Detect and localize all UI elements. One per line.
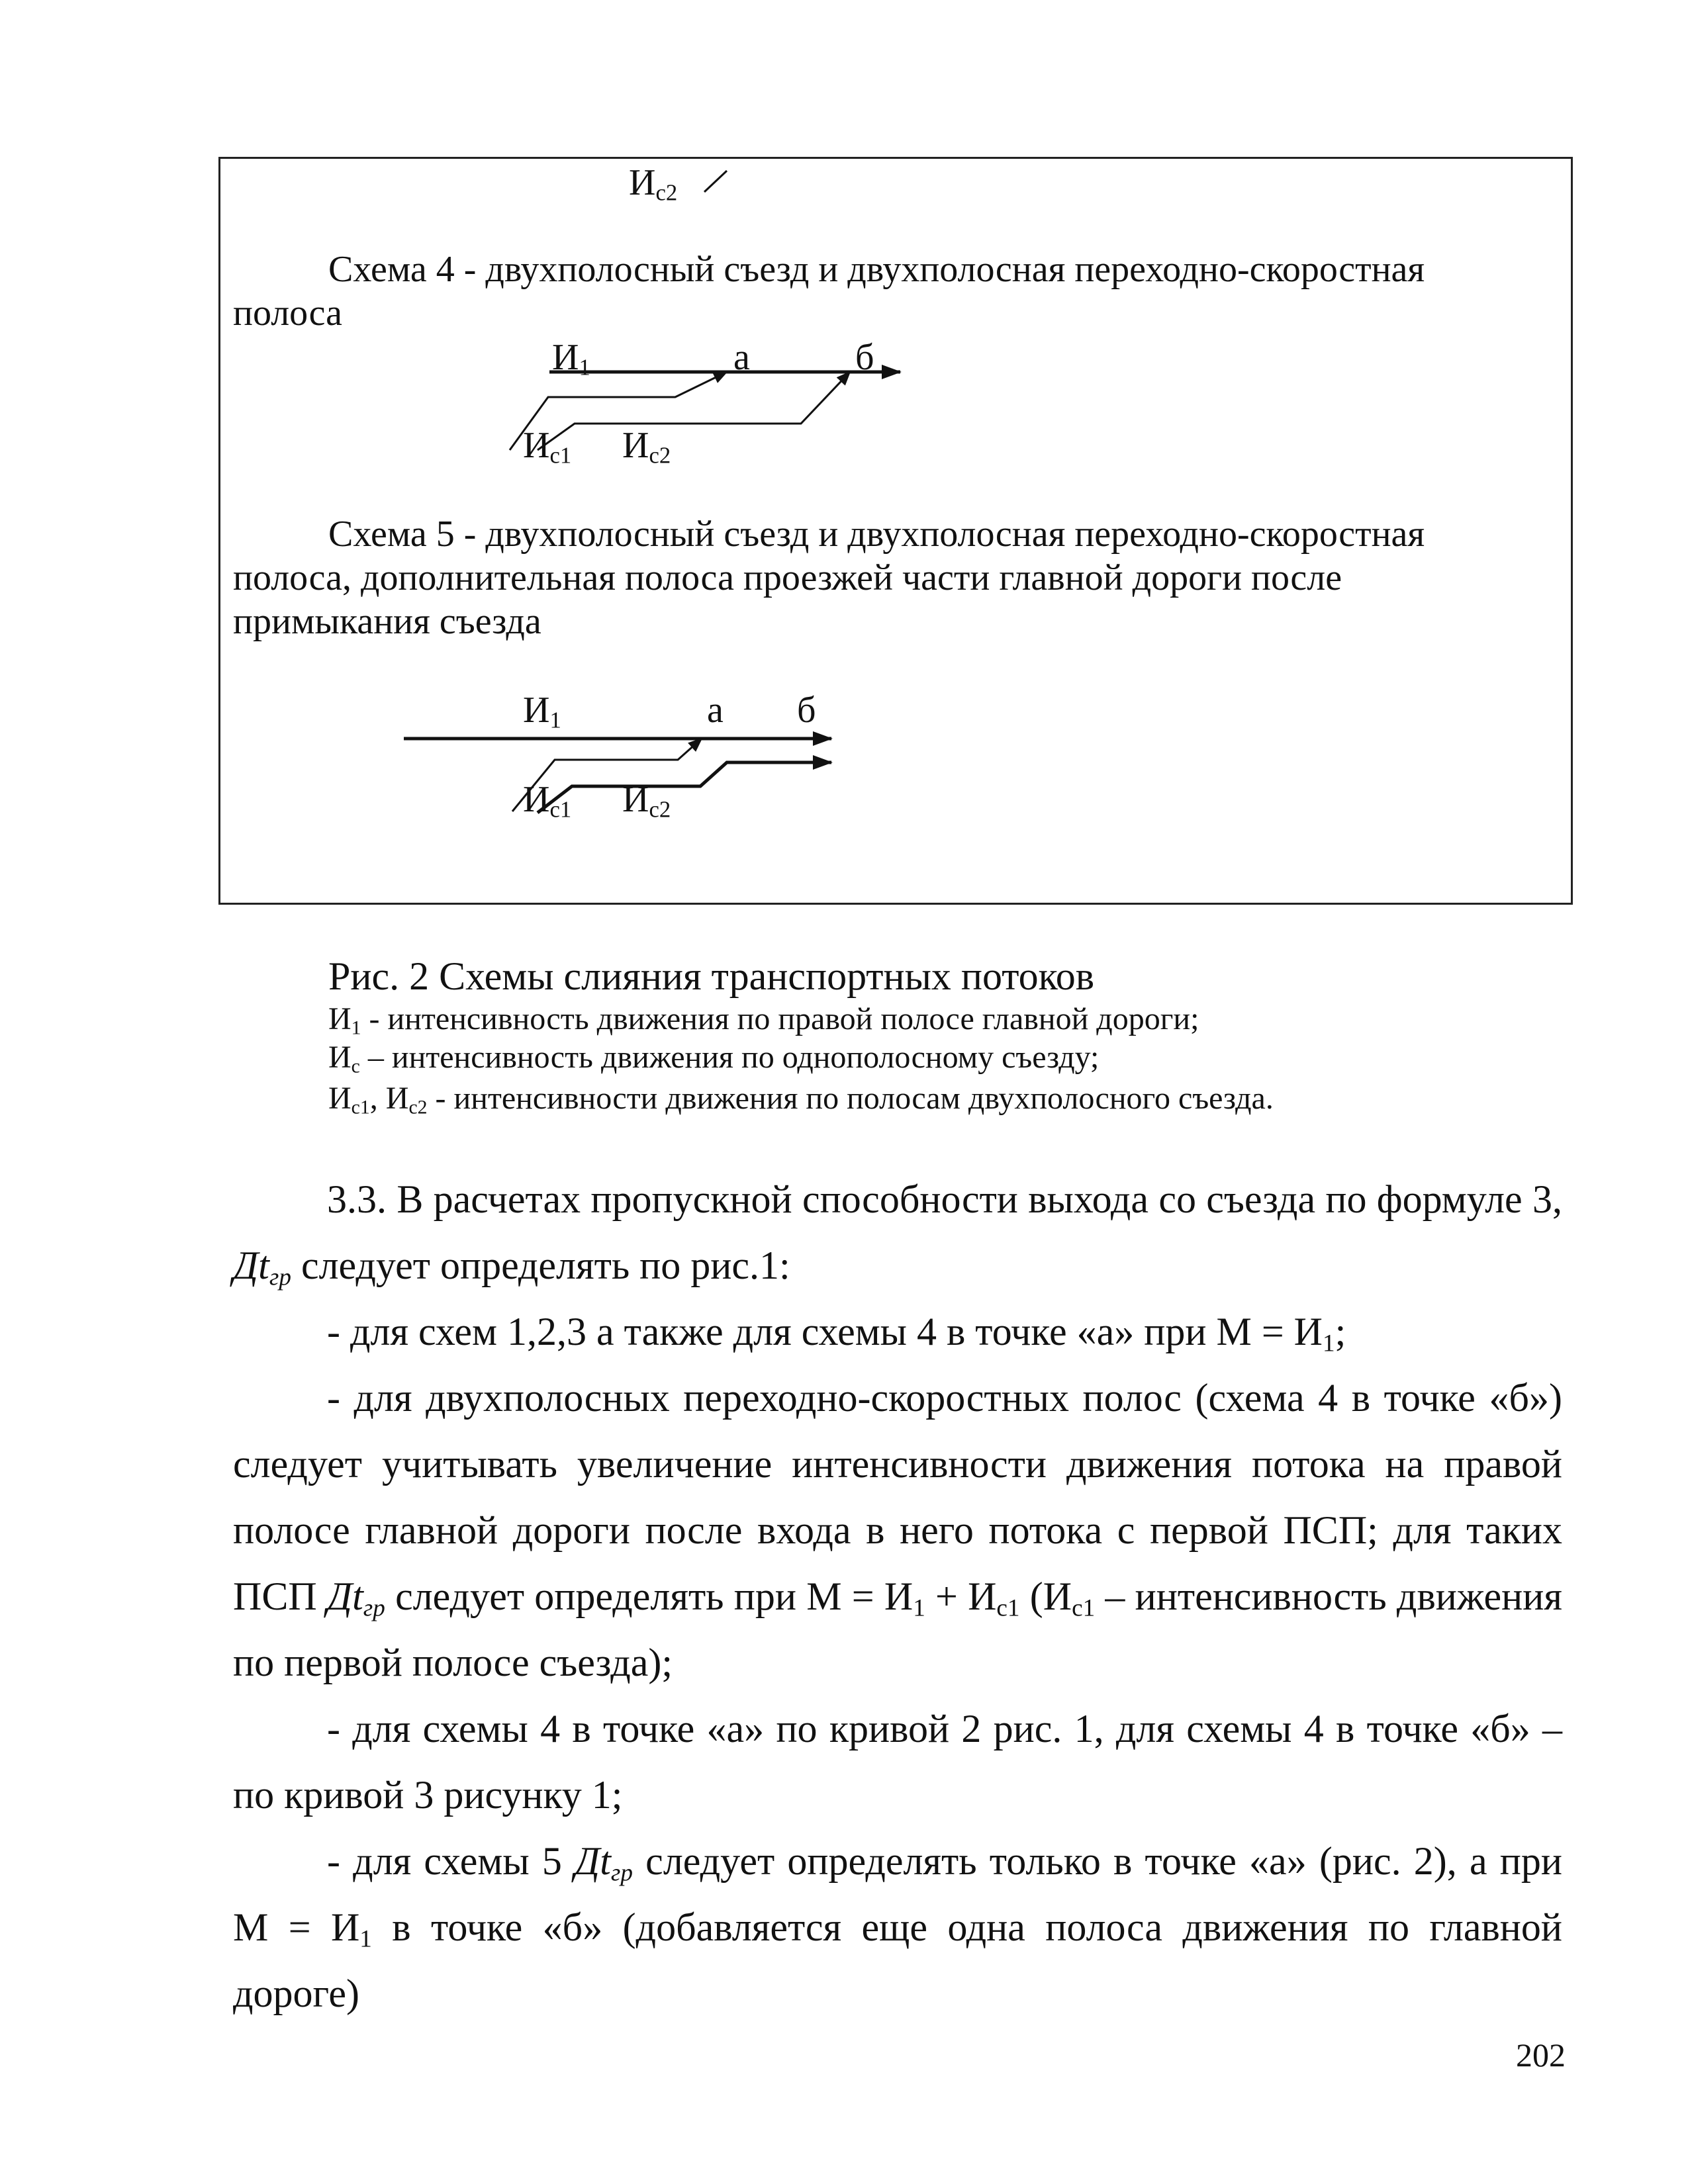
scheme4-title-line1: Схема 4 - двухполосный съезд и двухполосная переходно-скоростная bbox=[328, 249, 1425, 290]
paragraph-3-3: 3.3. В расчетах пропускной способности выхода со съезда по формуле 3, $Дt_{гр}$ следует определять по рис.1: bbox=[233, 1177, 1562, 1291]
scheme5-lane-1 bbox=[512, 739, 702, 811]
caption-legend-1: $И_1$ - интенсивность движения по правой полосе главной дороги; bbox=[328, 1001, 1199, 1039]
scheme5-label-b: б bbox=[797, 690, 816, 731]
top-partial-stroke bbox=[704, 171, 727, 192]
scheme4-title-line2: полоса bbox=[233, 293, 342, 334]
scheme5-label-ic1: $И_{с1}$ bbox=[523, 779, 572, 823]
scheme4-label-ic1: $И_{с1}$ bbox=[523, 425, 572, 469]
caption-legend-2: $И_с$ – интенсивность движения по однополосному съезду; bbox=[328, 1040, 1100, 1077]
scheme5-label-a: а bbox=[707, 690, 724, 731]
scheme5-label-ic2: $И_{с2}$ bbox=[622, 779, 671, 823]
page-number: 202 bbox=[1516, 2036, 1566, 2073]
figure-caption-title: Рис. 2 Схемы слияния транспортных потоков bbox=[328, 954, 1095, 998]
scheme5-lane-2-additional bbox=[538, 762, 831, 813]
body-text bbox=[233, 1166, 1562, 2026]
scheme4-lane-1 bbox=[510, 372, 727, 450]
scheme4-lane-2 bbox=[538, 372, 850, 450]
paragraph-scheme4-curves: - для схемы 4 в точке «а» по кривой 2 рис. 1, для схемы 4 в точке «б» – по кривой 3 рисунку 1; bbox=[233, 1707, 1562, 1817]
paragraph-scheme5: - для схемы 5 $Дt_{гр}$ следует определять только в точке «а» (рис. 2), а при $М = И_1$ в точке «б» (добавляется еще одна полоса движения по главной дороге) bbox=[233, 1839, 1562, 2015]
scheme4-label-ic2: $И_{с2}$ bbox=[622, 425, 671, 469]
paragraph-two-lane: - для двухполосных переходно-скоростных полос (схема 4 в точке «б») следует учитывать увеличение интенсивности движения потока на правой полосе главной дороги после входа в него потока с первой ПСП; для таких ПСП $Дt_{гр}$ следует определять при $М = И_1 + И_{с1}$ ($И_{с1}$ – интенсивность движения по первой полосе съезда); bbox=[233, 1376, 1562, 1684]
scheme5-label-i1: $И_1$ bbox=[523, 690, 561, 733]
scheme4-label-a: а bbox=[733, 337, 750, 378]
scheme4-label-b: б bbox=[855, 337, 874, 378]
scheme5-title-line3: примыкания съезда bbox=[233, 601, 541, 642]
caption-legend-3: $И_{с1}$, $И_{с2}$ - интенсивности движения по полосам двухполосного съезда. bbox=[328, 1081, 1274, 1118]
paragraph-schemes-123: - для схем 1,2,3 а также для схемы 4 в точке «а» при $М = И_1$; bbox=[327, 1310, 1346, 1357]
scheme5-title-line2: полоса, дополнительная полоса проезжей части главной дороги после bbox=[233, 557, 1342, 598]
top-label-ic2: $И_{с2}$ bbox=[629, 162, 678, 206]
scheme5-title-line1: Схема 5 - двухполосный съезд и двухполосная переходно-скоростная bbox=[328, 514, 1425, 555]
scheme4-label-i1: $И_1$ bbox=[552, 337, 590, 381]
